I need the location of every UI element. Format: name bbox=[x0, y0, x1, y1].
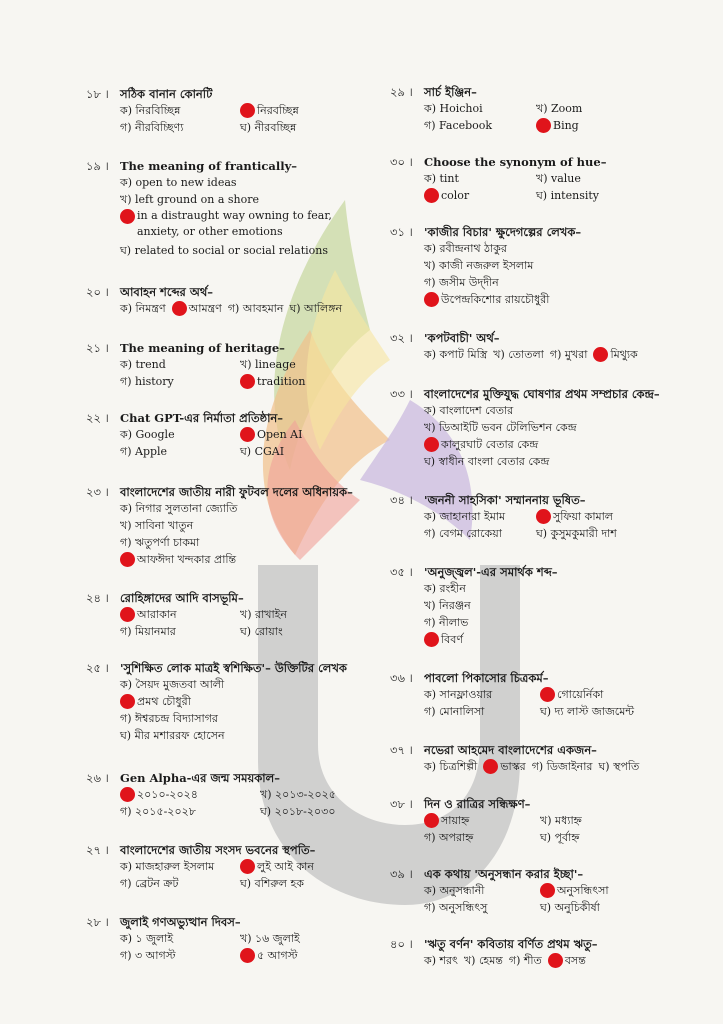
question-text: Choose the synonym of hue– bbox=[424, 155, 607, 169]
question-number: ৩২ । bbox=[390, 331, 413, 345]
question-text: 'অনুজ্জ্বল'-এর সমার্থক শব্দ– bbox=[424, 565, 558, 579]
option-a[interactable]: ক) চিত্রশিল্পী bbox=[424, 759, 478, 773]
question-number: ৩০ । bbox=[390, 155, 413, 169]
question-text: 'ঋতু বর্ণন' কবিতায় বর্ণিত প্রথম ঋতু– bbox=[424, 937, 598, 951]
option-d[interactable]: ঘ) রোয়াং bbox=[240, 624, 283, 638]
option-c[interactable]: গ) মুখরা bbox=[549, 347, 588, 361]
question-number: ৩৩ । bbox=[390, 387, 413, 401]
question-number: ৩৫ । bbox=[390, 565, 413, 579]
option-a-marked[interactable]: আরাকান bbox=[120, 607, 240, 623]
question-34 bbox=[390, 492, 617, 542]
question-22 bbox=[86, 410, 302, 460]
option-b-marked[interactable]: লুই আই কান bbox=[240, 859, 314, 875]
option-a[interactable]: ক) রংহীন bbox=[424, 581, 466, 595]
option-a[interactable]: ক) tint bbox=[424, 171, 459, 185]
question-number: ২০ । bbox=[86, 285, 109, 299]
question-18 bbox=[86, 86, 299, 136]
question-number: ৩৯ । bbox=[390, 867, 413, 881]
option-a[interactable]: ক) মাজহারুল ইসলাম bbox=[120, 859, 215, 873]
option-a[interactable]: ক) নিরবিচ্ছিন্ন bbox=[120, 103, 181, 117]
option-a-marked[interactable]: ২০১০-২০২৪ bbox=[120, 787, 260, 803]
answer-mark bbox=[424, 632, 439, 647]
option-d[interactable]: ঘ) বশিরুল হক bbox=[240, 876, 304, 890]
question-text: বাংলাদেশের জাতীয় নারী ফুটবল দলের অধিনায়ক– bbox=[120, 485, 353, 499]
question-number: ৩৪ । bbox=[390, 493, 413, 507]
option-d-marked[interactable]: tradition bbox=[240, 374, 305, 390]
answer-mark bbox=[120, 209, 135, 224]
option-a[interactable]: ক) Google bbox=[120, 427, 175, 441]
option-c[interactable]: গ) Facebook bbox=[424, 118, 493, 132]
option-d[interactable]: ঘ) intensity bbox=[536, 188, 599, 202]
option-a-marked[interactable]: সায়াহ্ন bbox=[424, 813, 540, 829]
option-b[interactable]: খ) Zoom bbox=[536, 101, 583, 115]
option-c[interactable]: গ) ব্রেটন ক্রট bbox=[120, 876, 179, 890]
option-d[interactable]: ঘ) স্বাধীন বাংলা বেতার কেন্দ্র bbox=[424, 454, 550, 468]
answer-mark bbox=[240, 859, 255, 874]
option-c[interactable]: গ) history bbox=[120, 374, 174, 388]
question-number: ২৭ । bbox=[86, 843, 109, 857]
question-33 bbox=[390, 386, 660, 470]
question-19 bbox=[86, 158, 376, 259]
question-text: এক কথায় 'অনুসন্ধান করার ইচ্ছা'– bbox=[424, 867, 584, 881]
answer-mark bbox=[240, 948, 255, 963]
question-39 bbox=[390, 866, 609, 916]
option-c[interactable]: গ) ডিজাইনার bbox=[531, 759, 593, 773]
option-b[interactable]: খ) হেমন্ত bbox=[463, 953, 503, 967]
option-b-marked[interactable]: গোয়ের্নিকা bbox=[540, 687, 603, 703]
option-c[interactable]: গ) নীরবিচ্ছিণ্য bbox=[120, 120, 184, 134]
question-number: ৩৬ । bbox=[390, 671, 413, 685]
answer-mark bbox=[240, 374, 255, 389]
option-b[interactable]: খ) ডিআইটি ভবন টেলিভিশন কেন্দ্র bbox=[424, 420, 577, 434]
option-d[interactable]: ঘ) কুসুমকুমারী দাশ bbox=[536, 526, 617, 540]
question-text: বাংলাদেশের জাতীয় সংসদ ভবনের স্থপতি– bbox=[120, 843, 316, 857]
option-a[interactable]: ক) open to new ideas bbox=[120, 175, 237, 189]
option-a[interactable]: ক) সৈয়দ মুজতবা আলী bbox=[120, 677, 225, 691]
answer-mark bbox=[424, 437, 439, 452]
option-b[interactable]: খ) রাখাইন bbox=[240, 607, 287, 621]
option-d-marked[interactable]: আফঈদা খন্দকার প্রান্তি bbox=[120, 552, 236, 568]
answer-mark bbox=[540, 883, 555, 898]
option-d-marked[interactable]: Bing bbox=[536, 118, 579, 134]
question-number: ২৯ । bbox=[390, 85, 413, 99]
answer-mark bbox=[540, 687, 555, 702]
option-a[interactable]: ক) শরৎ bbox=[424, 953, 458, 967]
question-number: ২৫ । bbox=[86, 661, 109, 675]
question-24 bbox=[86, 590, 287, 640]
question-number: ২২ । bbox=[86, 411, 109, 425]
option-b[interactable]: খ) ২০১৩-২০২৫ bbox=[260, 787, 336, 801]
option-c[interactable]: গ) আবহমান bbox=[227, 301, 284, 315]
question-number: ৪০ । bbox=[390, 937, 413, 951]
question-text: 'জননী সাহসিকা' সম্মাননায় ভূষিত– bbox=[424, 493, 586, 507]
question-text: Chat GPT-এর নির্মাতা প্রতিষ্ঠান– bbox=[120, 411, 284, 425]
option-c[interactable]: গ) ঈশ্বরচন্দ্র বিদ্যাসাগর bbox=[120, 711, 218, 725]
question-text: আবাহন শব্দের অর্থ– bbox=[120, 285, 214, 299]
option-c[interactable]: গ) অনুসন্ধিৎসু bbox=[424, 900, 488, 914]
option-b[interactable]: খ) তোতলা bbox=[493, 347, 544, 361]
answer-mark bbox=[536, 509, 551, 524]
option-d-marked[interactable]: মিথ্যুক bbox=[593, 347, 637, 363]
question-23 bbox=[86, 484, 353, 568]
question-text: The meaning of heritage– bbox=[120, 341, 285, 355]
option-c[interactable]: গ) অপরাহ্ন bbox=[424, 830, 474, 844]
option-c[interactable]: গ) বেগম রোকেয়া bbox=[424, 526, 502, 540]
option-d-marked[interactable]: বসন্ত bbox=[548, 953, 586, 969]
answer-mark bbox=[120, 787, 135, 802]
answer-mark bbox=[593, 347, 608, 362]
answer-mark bbox=[120, 607, 135, 622]
question-40 bbox=[390, 936, 597, 969]
answer-mark bbox=[240, 103, 255, 118]
answer-mark bbox=[120, 552, 135, 567]
option-a[interactable]: ক) নিগার সুলতানা জ্যোতি bbox=[120, 501, 238, 515]
question-text: জুলাই গণঅভ্যুত্থান দিবস– bbox=[120, 915, 241, 929]
answer-mark bbox=[424, 292, 439, 307]
question-28 bbox=[86, 914, 300, 964]
option-b-marked[interactable]: নিরবচ্ছিন্ন bbox=[240, 103, 299, 119]
question-27 bbox=[86, 842, 315, 892]
option-c[interactable]: গ) জসীম উদ্‌দীন bbox=[424, 275, 499, 289]
option-a[interactable]: ক) ১ জুলাই bbox=[120, 931, 174, 945]
option-b-marked[interactable]: ভাস্কর bbox=[483, 759, 525, 775]
answer-mark bbox=[120, 694, 135, 709]
question-text: 'কাজীর বিচার' ক্ষুদেগল্পের লেখক– bbox=[424, 225, 582, 239]
question-number: ২৪ । bbox=[86, 591, 109, 605]
option-d-marked[interactable]: বিবর্ণ bbox=[424, 632, 463, 648]
option-a[interactable]: ক) নিমন্ত্রণ bbox=[120, 301, 166, 315]
option-b[interactable]: খ) left ground on a shore bbox=[120, 192, 260, 206]
option-a[interactable]: ক) সানফ্লাওয়ার bbox=[424, 687, 493, 701]
question-text: বাংলাদেশের মুক্তিযুদ্ধ ঘোষণার প্রথম সম্প্রচার কেন্দ্র– bbox=[424, 387, 660, 401]
option-b-marked[interactable]: আমন্ত্রণ bbox=[172, 301, 222, 317]
question-text: The meaning of frantically– bbox=[120, 159, 298, 173]
question-text: 'কপটবাচী' অর্থ– bbox=[424, 331, 500, 345]
option-a[interactable]: ক) কপাট মিস্ত্রি bbox=[424, 347, 488, 361]
option-c[interactable]: গ) মোনালিসা bbox=[424, 704, 485, 718]
option-d[interactable]: ঘ) দ্য লাস্ট জাজমেন্ট bbox=[540, 704, 634, 718]
option-d[interactable]: ঘ) স্থপতি bbox=[598, 759, 640, 773]
question-26 bbox=[86, 770, 336, 820]
question-text: সার্চ ইঞ্জিন– bbox=[424, 85, 477, 99]
question-number: ১৮ । bbox=[86, 87, 109, 101]
option-d-marked[interactable]: ৫ আগস্ট bbox=[240, 948, 298, 964]
option-d-marked[interactable]: উপেন্দ্রকিশোর রায়চৌধুরী bbox=[424, 292, 549, 308]
question-35 bbox=[390, 564, 558, 648]
option-b-marked[interactable]: Open AI bbox=[240, 427, 302, 443]
option-b[interactable]: খ) ১৬ জুলাই bbox=[240, 931, 300, 945]
option-b[interactable]: খ) মধ্যাহ্ন bbox=[540, 813, 582, 827]
question-21 bbox=[86, 340, 305, 390]
option-c[interactable]: গ) মিয়ানমার bbox=[120, 624, 176, 638]
question-number: ৩১ । bbox=[390, 225, 413, 239]
question-number: ২৩ । bbox=[86, 485, 109, 499]
option-c-marked[interactable]: in a distraught way owning to fear, anxiety, or other emotions bbox=[120, 208, 360, 240]
question-number: ৩৮ । bbox=[390, 797, 413, 811]
question-number: ৩৭ । bbox=[390, 743, 413, 757]
option-a[interactable]: ক) Hoichoi bbox=[424, 101, 483, 115]
option-d[interactable]: ঘ) মীর মশাররফ হোসেন bbox=[120, 728, 225, 742]
question-31 bbox=[390, 224, 581, 308]
option-a[interactable]: ক) বাংলাদেশ বেতার bbox=[424, 403, 514, 417]
option-a[interactable]: ক) trend bbox=[120, 357, 166, 371]
option-b-marked[interactable]: সুফিয়া কামাল bbox=[536, 509, 613, 525]
answer-mark bbox=[424, 813, 439, 828]
answer-mark bbox=[536, 118, 551, 133]
option-a[interactable]: ক) জাহানারা ইমাম bbox=[424, 509, 506, 523]
option-a[interactable]: ক) অনুসন্ধানী bbox=[424, 883, 485, 897]
question-36 bbox=[390, 670, 634, 720]
option-b[interactable]: খ) value bbox=[536, 171, 581, 185]
option-d[interactable]: ঘ) আলিঙ্গন bbox=[289, 301, 343, 315]
answer-mark bbox=[424, 188, 439, 203]
question-number: ১৯ । bbox=[86, 159, 109, 173]
question-20 bbox=[86, 284, 348, 317]
option-b[interactable]: খ) নিরঞ্জন bbox=[424, 598, 471, 612]
question-37 bbox=[390, 742, 645, 775]
question-text: রোহিঙ্গাদের আদি বাসভূমি– bbox=[120, 591, 244, 605]
option-c[interactable]: গ) ২০১৫-২০২৮ bbox=[120, 804, 196, 818]
option-b[interactable]: খ) কাজী নজরুল ইসলাম bbox=[424, 258, 534, 272]
question-30 bbox=[390, 154, 606, 204]
question-text: Gen Alpha-এর জন্ম সময়কাল– bbox=[120, 771, 280, 785]
question-text: 'সুশিক্ষিত লোক মাত্রই স্বশিক্ষিত'– উক্তিটির লেখক bbox=[120, 661, 347, 675]
option-d[interactable]: ঘ) পূর্বাহ্ন bbox=[540, 830, 580, 844]
answer-mark bbox=[240, 427, 255, 442]
question-32 bbox=[390, 330, 644, 363]
option-b-marked[interactable]: অনুসন্ধিৎসা bbox=[540, 883, 609, 899]
question-text: সঠিক বানান কোনটি bbox=[120, 87, 213, 101]
question-25 bbox=[86, 660, 347, 744]
answer-mark bbox=[483, 759, 498, 774]
option-c-marked[interactable]: color bbox=[424, 188, 536, 204]
option-c[interactable]: গ) Apple bbox=[120, 444, 168, 458]
option-b[interactable]: খ) lineage bbox=[240, 357, 296, 371]
question-text: দিন ও রাত্রির সন্ধিক্ষণ– bbox=[424, 797, 531, 811]
option-c[interactable]: গ) ৩ আগস্ট bbox=[120, 948, 176, 962]
question-text: নভেরা আহমেদ বাংলাদেশের একজন– bbox=[424, 743, 597, 757]
option-d[interactable]: ঘ) ২০১৮-২০৩০ bbox=[260, 804, 336, 818]
answer-mark bbox=[548, 953, 563, 968]
question-number: ২৬ । bbox=[86, 771, 109, 785]
option-c[interactable]: গ) নীলাভ bbox=[424, 615, 469, 629]
question-38 bbox=[390, 796, 582, 846]
option-c-marked[interactable]: কালুরঘাট বেতার কেন্দ্র bbox=[424, 437, 538, 453]
question-29 bbox=[390, 84, 582, 134]
question-number: ২৮ । bbox=[86, 915, 109, 929]
option-b[interactable]: খ) সাবিনা খাতুন bbox=[120, 518, 194, 532]
option-a[interactable]: ক) রবীন্দ্রনাথ ঠাকুর bbox=[424, 241, 507, 255]
option-d[interactable]: ঘ) নীরবচ্ছিন্ন bbox=[240, 120, 297, 134]
option-d[interactable]: ঘ) related to social or social relations bbox=[120, 243, 328, 257]
question-text: পাবলো পিকাসোর চিত্রকর্ম– bbox=[424, 671, 549, 685]
answer-mark bbox=[172, 301, 187, 316]
option-d[interactable]: ঘ) অনুচিকীর্ষা bbox=[540, 900, 600, 914]
option-d[interactable]: ঘ) CGAI bbox=[240, 444, 285, 458]
option-c[interactable]: গ) ঋতুপর্ণা চাকমা bbox=[120, 535, 200, 549]
question-number: ২১ । bbox=[86, 341, 109, 355]
option-b-marked[interactable]: প্রমথ চৌধুরী bbox=[120, 694, 191, 710]
option-c[interactable]: গ) শীত bbox=[508, 953, 542, 967]
